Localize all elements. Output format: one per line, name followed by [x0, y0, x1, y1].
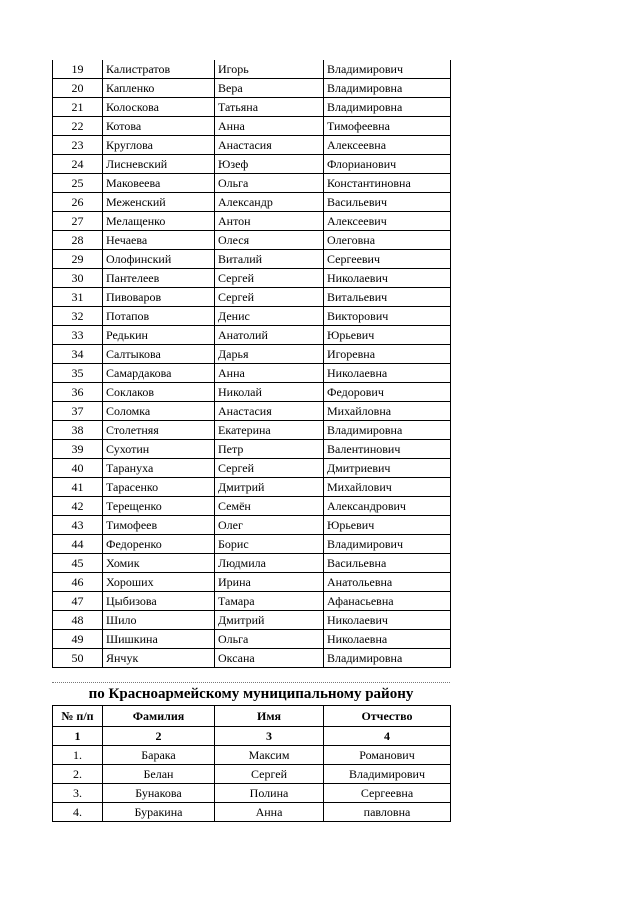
patronymic-cell: Николаевич: [324, 269, 451, 288]
row-number-cell: 43: [53, 516, 103, 535]
row-number-cell: 40: [53, 459, 103, 478]
last-name-cell: Буракина: [103, 803, 215, 822]
row-number-cell: 28: [53, 231, 103, 250]
first-name-cell: Ольга: [215, 174, 324, 193]
first-name-cell: Анна: [215, 117, 324, 136]
row-number-cell: 26: [53, 193, 103, 212]
patronymic-cell: Владимировна: [324, 98, 451, 117]
table-row: [53, 326, 451, 345]
last-name-cell: Шишкина: [103, 630, 215, 649]
index-cell: 1: [53, 727, 103, 746]
first-name-cell: Анастасия: [215, 402, 324, 421]
table-row: [53, 497, 451, 516]
first-name-cell: Сергей: [215, 765, 324, 784]
last-name-cell: Тимофеев: [103, 516, 215, 535]
last-name-cell: Сухотин: [103, 440, 215, 459]
row-number-cell: 48: [53, 611, 103, 630]
patronymic-cell: Николаевич: [324, 611, 451, 630]
row-number-cell: 33: [53, 326, 103, 345]
patronymic-cell: Владимирович: [324, 60, 451, 79]
table-row: [53, 592, 451, 611]
last-name-cell: Хомик: [103, 554, 215, 573]
first-name-cell: Борис: [215, 535, 324, 554]
first-name-cell: Семён: [215, 497, 324, 516]
patronymic-cell: Афанасьевна: [324, 592, 451, 611]
table-row: [53, 60, 451, 79]
first-name-cell: Олег: [215, 516, 324, 535]
patronymic-cell: Владимировна: [324, 79, 451, 98]
row-number-cell: 47: [53, 592, 103, 611]
last-name-cell: Терещенко: [103, 497, 215, 516]
first-name-cell: Оксана: [215, 649, 324, 668]
patronymic-cell: Юрьевич: [324, 326, 451, 345]
row-number-cell: 49: [53, 630, 103, 649]
table-row: [53, 250, 451, 269]
patronymic-cell: Сергеевич: [324, 250, 451, 269]
row-number-cell: 22: [53, 117, 103, 136]
patronymic-cell: Валентинович: [324, 440, 451, 459]
table-row: [53, 364, 451, 383]
table-row: [53, 269, 451, 288]
section-title: по Красноармейскому муниципальному району: [52, 682, 450, 705]
first-name-cell: Олеся: [215, 231, 324, 250]
first-name-cell: Сергей: [215, 269, 324, 288]
header-patronymic: Отчество: [324, 706, 451, 727]
table-row: [53, 440, 451, 459]
table-row: [53, 79, 451, 98]
last-name-cell: Редькин: [103, 326, 215, 345]
row-number-cell: 39: [53, 440, 103, 459]
last-name-cell: Меженский: [103, 193, 215, 212]
last-name-cell: Мелащенко: [103, 212, 215, 231]
first-name-cell: Анна: [215, 364, 324, 383]
patronymic-cell: Романович: [324, 746, 451, 765]
last-name-cell: Бунакова: [103, 784, 215, 803]
table-row: [53, 345, 451, 364]
last-name-cell: Тарануха: [103, 459, 215, 478]
first-name-cell: Сергей: [215, 459, 324, 478]
table-row: [53, 784, 451, 803]
first-name-cell: Сергей: [215, 288, 324, 307]
row-number-cell: 30: [53, 269, 103, 288]
row-number-cell: 36: [53, 383, 103, 402]
first-name-cell: Анастасия: [215, 136, 324, 155]
last-name-cell: Соломка: [103, 402, 215, 421]
row-number-cell: 29: [53, 250, 103, 269]
patronymic-cell: Васильевна: [324, 554, 451, 573]
row-number-cell: 1.: [53, 746, 103, 765]
patronymic-cell: Флорианович: [324, 155, 451, 174]
row-number-cell: 37: [53, 402, 103, 421]
row-number-cell: 27: [53, 212, 103, 231]
row-number-cell: 23: [53, 136, 103, 155]
patronymic-cell: Игоревна: [324, 345, 451, 364]
patronymic-cell: Анатольевна: [324, 573, 451, 592]
header-first-name: Имя: [215, 706, 324, 727]
patronymic-cell: Николаевна: [324, 364, 451, 383]
first-name-cell: Вера: [215, 79, 324, 98]
patronymic-cell: Владимировна: [324, 649, 451, 668]
first-name-cell: Дмитрий: [215, 611, 324, 630]
first-name-cell: Дмитрий: [215, 478, 324, 497]
patronymic-cell: Дмитриевич: [324, 459, 451, 478]
row-number-cell: 4.: [53, 803, 103, 822]
row-number-cell: 42: [53, 497, 103, 516]
patronymic-cell: Алексеевич: [324, 212, 451, 231]
last-name-cell: Колоскова: [103, 98, 215, 117]
row-number-cell: 50: [53, 649, 103, 668]
first-name-cell: Максим: [215, 746, 324, 765]
table-row: [53, 611, 451, 630]
patronymic-cell: Васильевич: [324, 193, 451, 212]
last-name-cell: Олофинский: [103, 250, 215, 269]
table-row: [53, 193, 451, 212]
row-number-cell: 45: [53, 554, 103, 573]
first-name-cell: Виталий: [215, 250, 324, 269]
district-participants-table: [52, 705, 451, 822]
last-name-cell: Янчук: [103, 649, 215, 668]
patronymic-cell: Витальевич: [324, 288, 451, 307]
first-name-cell: Анна: [215, 803, 324, 822]
table-row: [53, 554, 451, 573]
header-number: № п/п: [53, 706, 103, 727]
first-name-cell: Ирина: [215, 573, 324, 592]
patronymic-cell: Викторович: [324, 307, 451, 326]
last-name-cell: Капленко: [103, 79, 215, 98]
first-name-cell: Екатерина: [215, 421, 324, 440]
patronymic-cell: Михайлович: [324, 478, 451, 497]
row-number-cell: 24: [53, 155, 103, 174]
row-number-cell: 35: [53, 364, 103, 383]
last-name-cell: Соклаков: [103, 383, 215, 402]
first-name-cell: Татьяна: [215, 98, 324, 117]
table-row: [53, 746, 451, 765]
row-number-cell: 41: [53, 478, 103, 497]
table-row: [53, 765, 451, 784]
table-row: [53, 136, 451, 155]
patronymic-cell: Николаевна: [324, 630, 451, 649]
row-number-cell: 44: [53, 535, 103, 554]
header-row: [53, 706, 451, 727]
first-name-cell: Людмила: [215, 554, 324, 573]
last-name-cell: Столетняя: [103, 421, 215, 440]
last-name-cell: Цыбизова: [103, 592, 215, 611]
table-row: [53, 212, 451, 231]
table-row: [53, 421, 451, 440]
patronymic-cell: Тимофеевна: [324, 117, 451, 136]
row-number-cell: 32: [53, 307, 103, 326]
index-cell: 4: [324, 727, 451, 746]
column-index-row: [53, 727, 451, 746]
last-name-cell: Шило: [103, 611, 215, 630]
first-name-cell: Тамара: [215, 592, 324, 611]
first-name-cell: Денис: [215, 307, 324, 326]
patronymic-cell: Сергеевна: [324, 784, 451, 803]
first-name-cell: Александр: [215, 193, 324, 212]
last-name-cell: Круглова: [103, 136, 215, 155]
table-row: [53, 383, 451, 402]
table-row: [53, 630, 451, 649]
row-number-cell: 20: [53, 79, 103, 98]
patronymic-cell: Владимирович: [324, 765, 451, 784]
table-row: [53, 117, 451, 136]
patronymic-cell: Александрович: [324, 497, 451, 516]
table-row: [53, 155, 451, 174]
participants-table-continued: [52, 60, 451, 668]
table-row: [53, 402, 451, 421]
first-name-cell: Ольга: [215, 630, 324, 649]
first-name-cell: Дарья: [215, 345, 324, 364]
last-name-cell: Потапов: [103, 307, 215, 326]
first-name-cell: Юзеф: [215, 155, 324, 174]
patronymic-cell: павловна: [324, 803, 451, 822]
first-name-cell: Петр: [215, 440, 324, 459]
last-name-cell: Калистратов: [103, 60, 215, 79]
patronymic-cell: Юрьевич: [324, 516, 451, 535]
table-row: [53, 288, 451, 307]
last-name-cell: Хороших: [103, 573, 215, 592]
table-row: [53, 98, 451, 117]
first-name-cell: Николай: [215, 383, 324, 402]
header-last-name: Фамилия: [103, 706, 215, 727]
first-name-cell: Анатолий: [215, 326, 324, 345]
patronymic-cell: Олеговна: [324, 231, 451, 250]
table-row: [53, 307, 451, 326]
table-row: [53, 478, 451, 497]
table-row: [53, 649, 451, 668]
last-name-cell: Барака: [103, 746, 215, 765]
table-row: [53, 231, 451, 250]
last-name-cell: Самардакова: [103, 364, 215, 383]
row-number-cell: 3.: [53, 784, 103, 803]
last-name-cell: Котова: [103, 117, 215, 136]
patronymic-cell: Федорович: [324, 383, 451, 402]
row-number-cell: 34: [53, 345, 103, 364]
first-name-cell: Игорь: [215, 60, 324, 79]
last-name-cell: Салтыкова: [103, 345, 215, 364]
row-number-cell: 31: [53, 288, 103, 307]
patronymic-cell: Владимирович: [324, 535, 451, 554]
index-cell: 3: [215, 727, 324, 746]
first-name-cell: Полина: [215, 784, 324, 803]
last-name-cell: Пантелеев: [103, 269, 215, 288]
row-number-cell: 25: [53, 174, 103, 193]
row-number-cell: 19: [53, 60, 103, 79]
patronymic-cell: Владимировна: [324, 421, 451, 440]
table-row: [53, 459, 451, 478]
patronymic-cell: Алексеевна: [324, 136, 451, 155]
last-name-cell: Маковеева: [103, 174, 215, 193]
row-number-cell: 46: [53, 573, 103, 592]
row-number-cell: 21: [53, 98, 103, 117]
table-row: [53, 803, 451, 822]
table-row: [53, 174, 451, 193]
patronymic-cell: Михайловна: [324, 402, 451, 421]
row-number-cell: 38: [53, 421, 103, 440]
last-name-cell: Белан: [103, 765, 215, 784]
last-name-cell: Тарасенко: [103, 478, 215, 497]
last-name-cell: Федоренко: [103, 535, 215, 554]
last-name-cell: Пивоваров: [103, 288, 215, 307]
patronymic-cell: Константиновна: [324, 174, 451, 193]
first-name-cell: Антон: [215, 212, 324, 231]
document-page: [52, 60, 450, 822]
last-name-cell: Нечаева: [103, 231, 215, 250]
last-name-cell: Лисневский: [103, 155, 215, 174]
index-cell: 2: [103, 727, 215, 746]
table-row: [53, 535, 451, 554]
row-number-cell: 2.: [53, 765, 103, 784]
table-row: [53, 516, 451, 535]
table-row: [53, 573, 451, 592]
